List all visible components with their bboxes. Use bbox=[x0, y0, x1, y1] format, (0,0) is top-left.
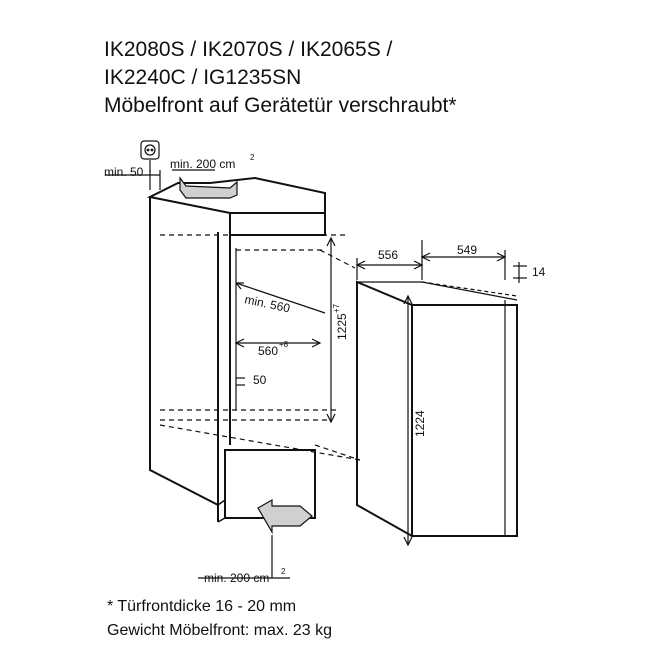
niche-width-label: 560 bbox=[258, 344, 279, 358]
bottom-vent-label: min. 200 cm bbox=[204, 571, 270, 585]
bottom-vent-sup: 2 bbox=[281, 567, 286, 576]
niche-height-dimension bbox=[327, 238, 335, 422]
niche-height-label: 1225 bbox=[335, 313, 349, 340]
door-thickness-dimension bbox=[513, 262, 527, 283]
top-vent-sup: 2 bbox=[250, 153, 255, 162]
door-thickness-label: 14 bbox=[532, 265, 546, 279]
weight-footnote: Gewicht Möbelfront: max. 23 kg bbox=[107, 622, 332, 639]
model-line-2: IK2240C / IG1235SN bbox=[104, 66, 302, 89]
gap-dimension bbox=[236, 378, 245, 385]
appliance-height-dimension bbox=[404, 296, 412, 545]
appliance-outline bbox=[357, 282, 517, 536]
gap-label: 50 bbox=[253, 373, 267, 387]
mounting-note: Möbelfront auf Gerätetür verschraubt* bbox=[104, 94, 457, 117]
niche-width-tol: +8 bbox=[279, 340, 289, 349]
appliance-height-label: 1224 bbox=[413, 410, 427, 437]
socket-icon bbox=[141, 141, 159, 172]
niche-width-min-label: min. 560 bbox=[243, 292, 292, 316]
cabinet-outline bbox=[150, 178, 325, 522]
top-vent-label: min. 200 cm bbox=[170, 157, 236, 171]
bottom-vent-arrow bbox=[198, 500, 312, 578]
appliance-depth-label: 549 bbox=[457, 243, 478, 257]
niche-height-tol: +7 bbox=[332, 303, 341, 313]
side-clearance-label: min. 50 bbox=[104, 165, 144, 179]
appliance-width-label: 556 bbox=[378, 248, 399, 262]
model-line-1: IK2080S / IK2070S / IK2065S / bbox=[104, 38, 393, 61]
door-thickness-footnote: * Türfrontdicke 16 - 20 mm bbox=[107, 598, 297, 615]
